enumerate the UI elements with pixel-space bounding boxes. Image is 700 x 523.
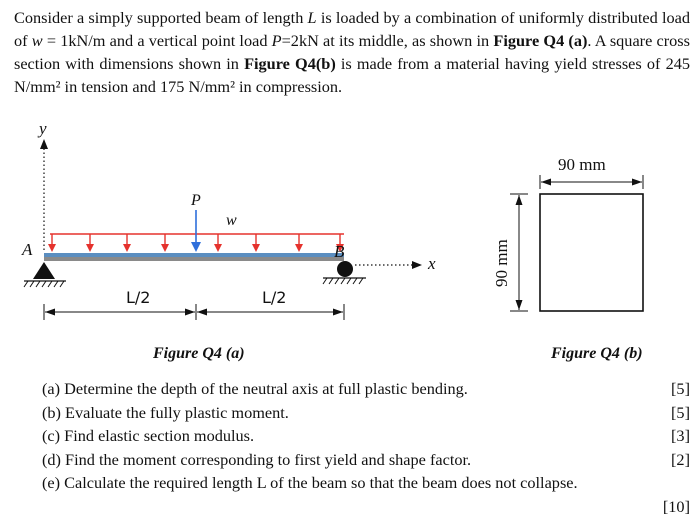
intro-text-5: . A square cross section with dimensions shown in <box>14 31 690 73</box>
udl-arrow-head <box>86 244 94 252</box>
question-c-text: (c) Find elastic section modulus. <box>42 426 255 445</box>
udl-arrow-head <box>214 244 222 252</box>
question-a <box>42 377 690 401</box>
udl-arrow-head <box>123 244 131 252</box>
udl-arrow-head <box>48 244 56 252</box>
intro-figure-a-ref: Figure Q4 (a) <box>493 31 588 50</box>
intro-figure-b-ref: Figure Q4(b) <box>244 54 336 73</box>
intro-text-6: is made from a material having yield stresses of 245 N/mm² in tension and 175 N/mm² in compression. <box>14 54 690 96</box>
total-marks: [10] <box>662 497 690 516</box>
y-axis-label: y <box>39 119 47 138</box>
question-d-marks: [2] <box>671 449 690 469</box>
figure-a <box>21 119 436 320</box>
figure-b-caption: Figure Q4 (b) <box>551 345 643 362</box>
udl-arrow-head <box>295 244 303 252</box>
point-load-label: P <box>191 192 201 209</box>
height-dim-label: 90 mm <box>492 239 511 287</box>
support-b-label: B <box>334 242 345 261</box>
intro-var-L: L <box>307 8 317 27</box>
question-e-text: (e) Calculate the required length L of the beam so that the beam does not collapse. <box>42 473 578 492</box>
intro-var-P: P <box>271 31 282 50</box>
square-section <box>540 194 643 311</box>
question-e <box>42 471 690 495</box>
support-a-label: A <box>22 240 33 259</box>
support-b-hatch <box>323 278 363 284</box>
question-d <box>42 448 690 472</box>
question-b-marks: [5] <box>671 402 690 422</box>
figure-b <box>492 155 643 311</box>
left-span-label: L/2 <box>126 288 151 307</box>
intro-text-1: Consider a simply supported beam of length <box>14 8 308 27</box>
x-axis-label: x <box>428 254 436 273</box>
udl-arrow-head <box>161 244 169 252</box>
question-a-text: (a) Determine the depth of the neutral axis at full plastic bending. <box>42 379 468 398</box>
span-dim-arrow-3 <box>197 309 207 316</box>
intro-text-2: is loaded by a combination of uniformly distributed load of <box>14 8 691 50</box>
beam-bottom <box>44 257 344 261</box>
span-dim-arrow-4 <box>333 309 343 316</box>
udl-arrow-head <box>252 244 260 252</box>
height-dim-arrow-bottom <box>516 300 523 310</box>
y-axis-arrowhead <box>40 139 48 149</box>
support-a-hatch <box>24 281 64 287</box>
width-dim-arrow-right <box>632 179 642 186</box>
question-c <box>42 424 690 448</box>
beam-top <box>44 253 344 257</box>
x-axis-arrowhead <box>412 261 422 269</box>
span-dim-arrow-1 <box>45 309 55 316</box>
intro-var-w: w <box>31 31 43 50</box>
question-list <box>42 377 690 495</box>
question-b-text: (b) Evaluate the fully plastic moment. <box>42 402 289 422</box>
question-c-marks: [3] <box>671 426 690 445</box>
question-b <box>42 401 690 425</box>
question-d-text: (d) Find the moment corresponding to first yield and shape factor. <box>42 449 472 469</box>
height-dim-arrow-top <box>516 195 523 205</box>
span-dim-arrow-2 <box>185 309 195 316</box>
support-b-roller <box>337 261 353 277</box>
intro-text-3: = 1kN/m and a vertical point load <box>42 31 272 50</box>
question-a-marks: [5] <box>671 379 690 398</box>
point-load-arrowhead <box>191 242 201 252</box>
udl-label: w <box>226 212 237 229</box>
support-a-pin <box>33 262 55 279</box>
width-dim-label: 90 mm <box>558 155 606 174</box>
right-span-label: L/2 <box>262 288 287 307</box>
width-dim-arrow-left <box>541 179 551 186</box>
intro-text-4: =2kN at its middle, as shown in <box>281 31 494 50</box>
figure-a-caption: Figure Q4 (a) <box>153 345 245 362</box>
